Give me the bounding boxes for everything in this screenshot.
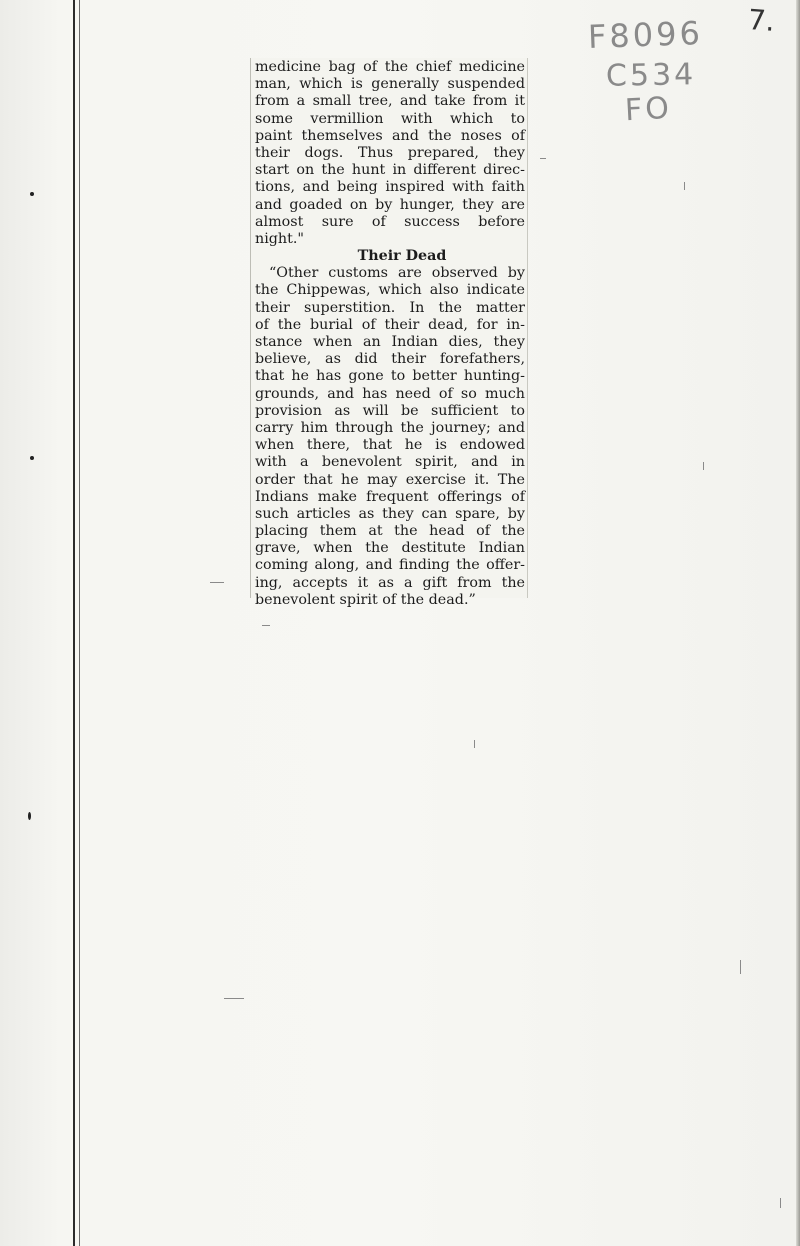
clipping-line: such articles as they can spare, by [255,505,525,522]
clipping-line: coming along, and finding the offer- [255,557,525,574]
clipping-line: with a benevolent spirit, and in [255,454,525,471]
scan-speck [780,1198,781,1208]
clipping-line: when there, that he is endowed [255,437,525,454]
scan-speck [540,158,546,159]
clipping-line: some vermillion with which to [255,110,525,127]
clipping-line: the Chippewas, which also indicate [255,282,525,299]
clipping-line: ing, accepts it as a gift from the [255,574,525,591]
clipping-line: almost sure of success before [255,213,525,230]
scan-speck [703,462,704,470]
clipping-line: “Other customs are observed by [269,265,525,282]
handwritten-catalog-number: F8096 [587,14,704,56]
clipping-line: placing them at the head of the [255,523,525,540]
scan-speck [474,740,475,748]
clipping-line: that he has gone to better hunting- [255,368,525,385]
binding-hole-mark [30,456,34,460]
handwritten-suffix-text: FO [624,90,673,129]
scan-speck [684,182,685,190]
clipping-line: benevolent spirit of the dead.” [255,591,476,608]
clipping-line: night." [255,230,305,247]
clipping-line: their dogs. Thus prepared, they [255,144,525,161]
clipping-line: their superstition. In the matter [255,299,525,316]
binding-edge-line-inner [79,0,80,1246]
scan-speck [210,582,224,583]
clipping-line: provision as will be sufficient to [255,402,525,419]
clipping-line: Indians make frequent offerings of [255,488,525,505]
clipping-line: believe, as did their forefathers, [255,351,525,368]
handwritten-catalog-suffix [624,91,673,128]
page-number: 7. [746,3,776,38]
section-heading: Their Dead [357,248,447,265]
clipping-line: of the burial of their dead, for in- [255,316,525,333]
clipping-line: stance when an Indian dies, they [255,334,525,350]
clipping-line: start on the hunt in different direc- [255,162,525,179]
clipping-line: grave, when the destitute Indian [255,540,525,557]
clipping-line: tions, and being inspired with faith [255,179,525,196]
clipping-text [255,59,525,609]
clipping-line: order that he may exercise it. The [255,471,525,488]
clipping-line: from a small tree, and take from it [255,93,525,110]
page-right-edge [796,0,800,1246]
scan-speck [262,625,270,626]
clipping-line: carry him through the journey; and [255,419,525,436]
clipping-line: and goaded on by hunger, they are [255,196,525,213]
scan-speck [224,998,244,999]
binding-hole-mark [28,812,31,820]
clipping-line: paint themselves and the noses of [255,127,525,144]
clipping-line: man, which is generally suspended [255,76,525,93]
binding-hole-mark [30,192,34,196]
scan-speck [740,960,741,974]
newspaper-clipping [250,58,528,608]
clipping-line: medicine bag of the chief medicine [255,59,525,75]
clipping-line: grounds, and has need of so much [255,385,525,402]
handwritten-catalog-code: C534 [605,57,697,94]
binding-edge-line [73,0,75,1246]
